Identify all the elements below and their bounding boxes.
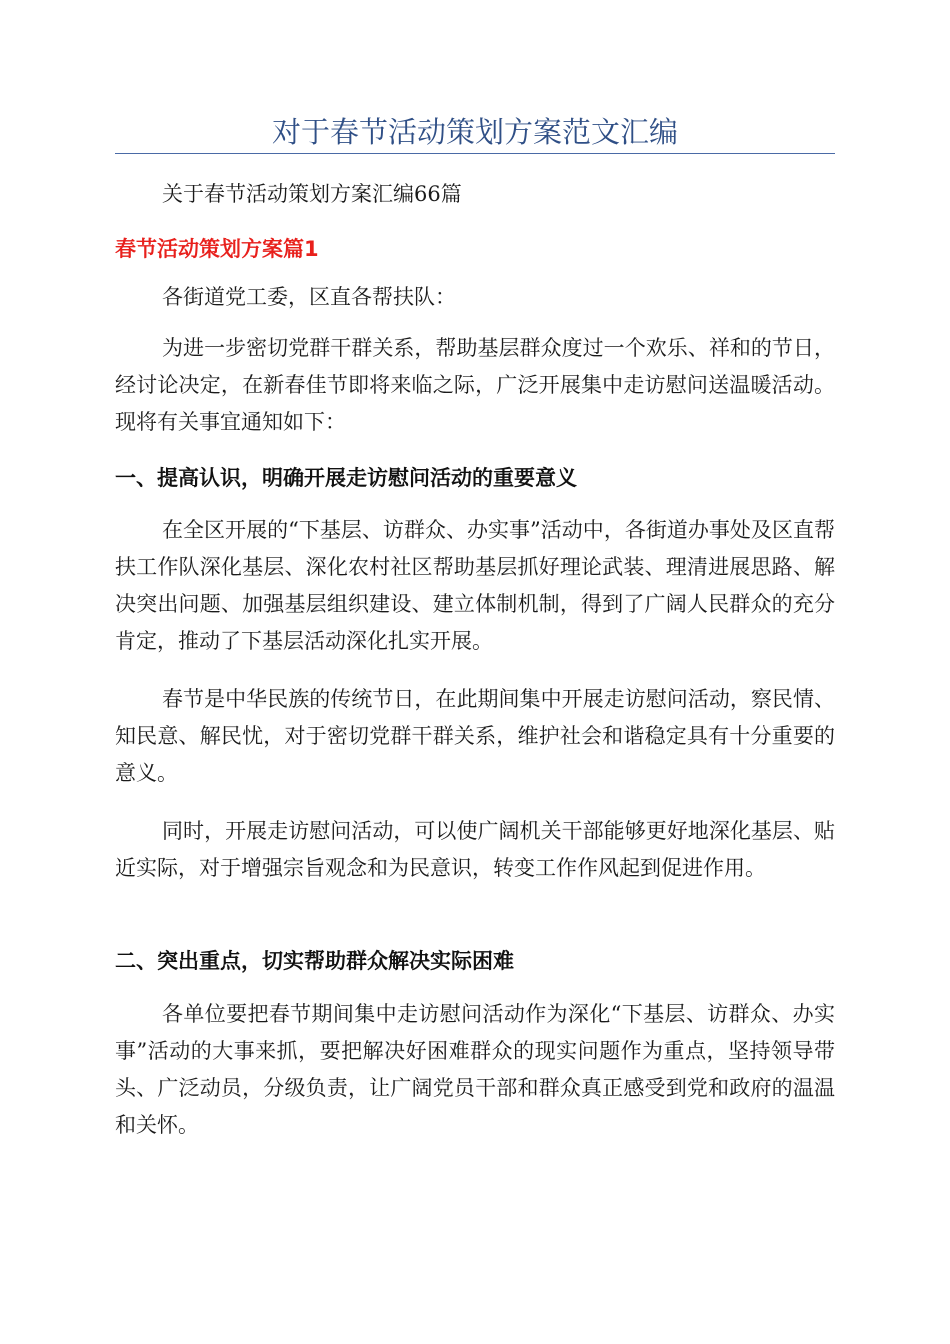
heading-1: 一、提高认识，明确开展走访慰问活动的重要意义 xyxy=(115,466,577,490)
salutation: 各街道党工委，区直各帮扶队： xyxy=(162,285,456,309)
para-2-block xyxy=(115,681,835,792)
paragraph-1: 在全区开展的“下基层、访群众、办实事”活动中，各街道办事处及区直帮扶工作队深化基层、深化农村社区帮助基层抓好理论武装、理清进展思路、解决突出问题、加强基层组织建设、建立体制机制，得到了广阔人民群众的充分肯定，推动了下基层活动深化扎实开展。 xyxy=(115,518,835,653)
para-3-block xyxy=(115,813,835,887)
intro-paragraph: 为进一步密切党群干群关系，帮助基层群众度过一个欢乐、祥和的节日，经讨论决定，在新春佳节即将来临之际，广泛开展集中走访慰问送温暖活动。现将有关事宜通知如下： xyxy=(115,336,835,434)
para-1-block xyxy=(115,512,835,660)
subtitle-block xyxy=(115,176,835,213)
para-4-block xyxy=(115,996,835,1144)
document-subtitle: 关于春节活动策划方案汇编66篇 xyxy=(162,182,462,206)
heading-2: 二、突出重点，切实帮助群众解决实际困难 xyxy=(115,949,514,973)
paragraph-2: 春节是中华民族的传统节日，在此期间集中开展走访慰问活动，察民情、知民意、解民忧，对于密切党群干群关系，维护社会和谐稳定具有十分重要的意义。 xyxy=(115,687,835,785)
paragraph-3: 同时，开展走访慰问活动，可以使广阔机关干部能够更好地深化基层、贴近实际，对于增强宗旨观念和为民意识，转变工作作风起到促进作用。 xyxy=(115,819,835,880)
document-title: 对于春节活动策划方案范文汇编 xyxy=(271,115,678,149)
title-underline xyxy=(115,153,835,154)
heading-1-block xyxy=(115,463,835,493)
section-heading-block xyxy=(115,234,835,264)
paragraph-4: 各单位要把春节期间集中走访慰问活动作为深化“下基层、访群众、办实事”活动的大事来抓，要把解决好困难群众的现实问题作为重点，坚持领导带头、广泛动员，分级负责，让广阔党员干部和群众真正感受到党和政府的温温和关怀。 xyxy=(115,1002,835,1137)
heading-2-block xyxy=(115,946,835,976)
salutation-block xyxy=(115,279,835,316)
intro-block xyxy=(115,330,835,441)
section-heading: 春节活动策划方案篇1 xyxy=(115,237,319,261)
